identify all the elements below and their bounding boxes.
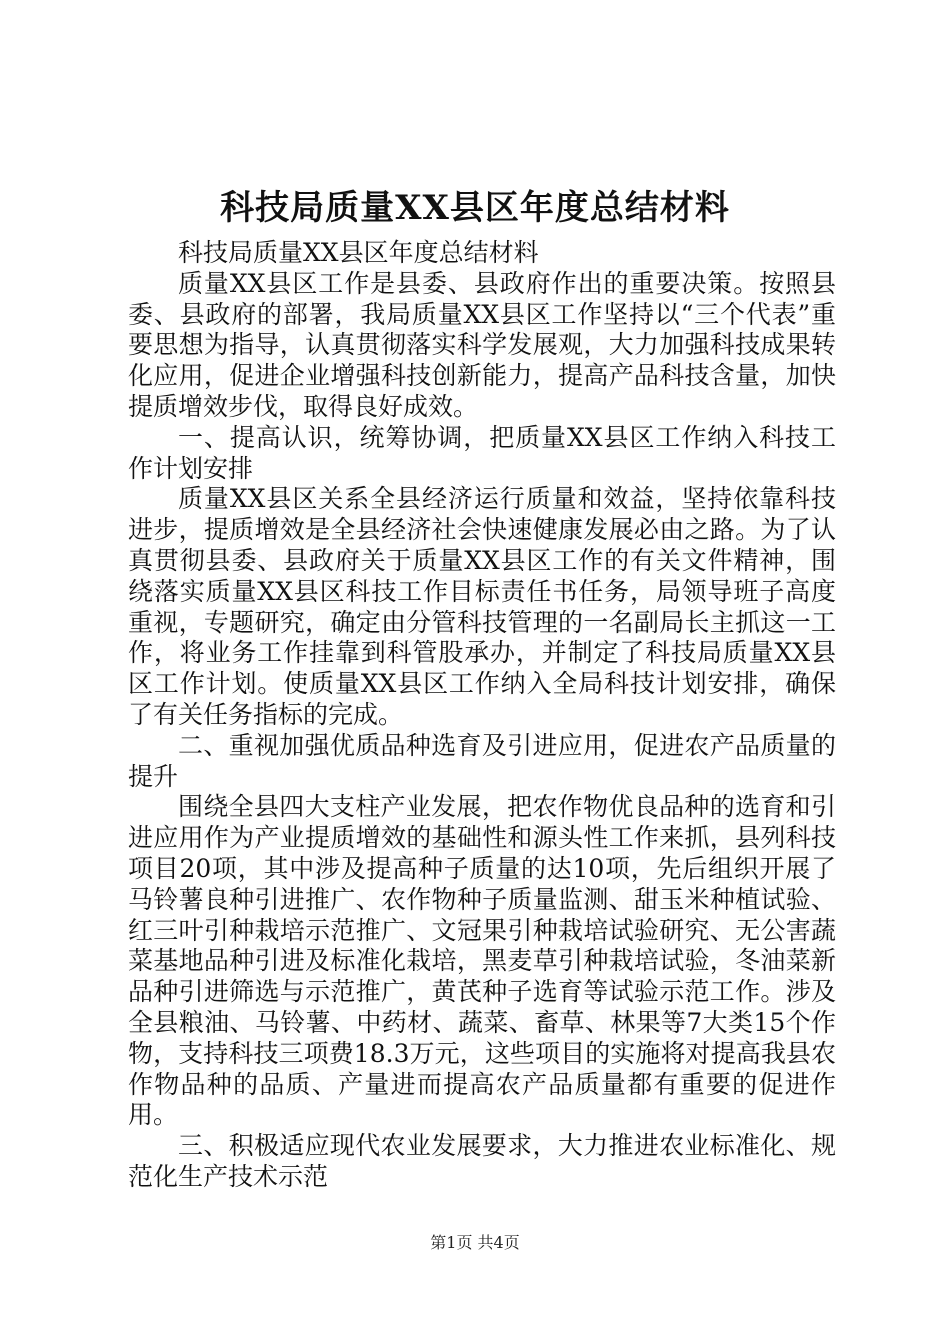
page-indicator: 第1页 共4页 [430, 1233, 520, 1252]
page-footer [0, 1232, 950, 1254]
section-heading-1: 一、提高认识，统筹协调，把质量XX县区工作纳入科技工作计划安排 [128, 422, 836, 483]
section-heading-2: 二、重视加强优质品种选育及引进应用，促进农产品质量的提升 [128, 730, 836, 791]
section-heading-3: 三、积极适应现代农业发展要求，大力推进农业标准化、规范化生产技术示范 [128, 1131, 836, 1191]
body-paragraph-subtitle: 科技局质量XX县区年度总结材料 [178, 238, 539, 267]
document-body [128, 238, 836, 1193]
body-paragraph-intro: 质量XX县区工作是县委、县政府作出的重要决策。按照县委、县政府的部署，我局质量XX县区工作坚持以“三个代表”重要思想为指导，认真贯彻落实科学发展观，大力加强科技成果转化应用，促进企业增强科技创新能力，提高产品科技含量，加快提质增效步伐，取得良好成效。 [128, 268, 836, 421]
body-paragraph-section-2: 围绕全县四大支柱产业发展，把农作物优良品种的选育和引进应用作为产业提质增效的基础性和源头性工作来抓，县列科技项目20项，其中涉及提高种子质量的达10项，先后组织开展了马铃薯良种引进推广、农作物种子质量监测、甜玉米种植试验、红三叶引种栽培示范推广、文冠果引种栽培试验研究、无公害蔬菜基地品种引进及标准化栽培，黑麦草引种栽培试验，冬油菜新品种引进筛选与示范推广，黄芪种子选育等试验示范工作。涉及全县粮油、马铃薯、中药材、蔬菜、畜草、林果等7大类15个作物，支持科技三项费18.3万元，这些项目的实施将对提高我县农作物品种的品质、产量进而提高农产品质量都有重要的促进作用。 [128, 792, 836, 1130]
document-title: 科技局质量XX县区年度总结材料 [220, 188, 730, 228]
body-paragraph-section-1: 质量XX县区关系全县经济运行质量和效益，坚持依靠科技进步，提质增效是全县经济社会快速健康发展必由之路。为了认真贯彻县委、县政府关于质量XX县区工作的有关文件精神，围绕落实质量XX县区科技工作目标责任书任务，局领导班子高度重视，专题研究，确定由分管科技管理的一名副局长主抓这一工作，将业务工作挂靠到科管股承办，并制定了科技局质量XX县区工作计划。使质量XX县区工作纳入全局科技计划安排，确保了有关任务指标的完成。 [128, 484, 836, 729]
